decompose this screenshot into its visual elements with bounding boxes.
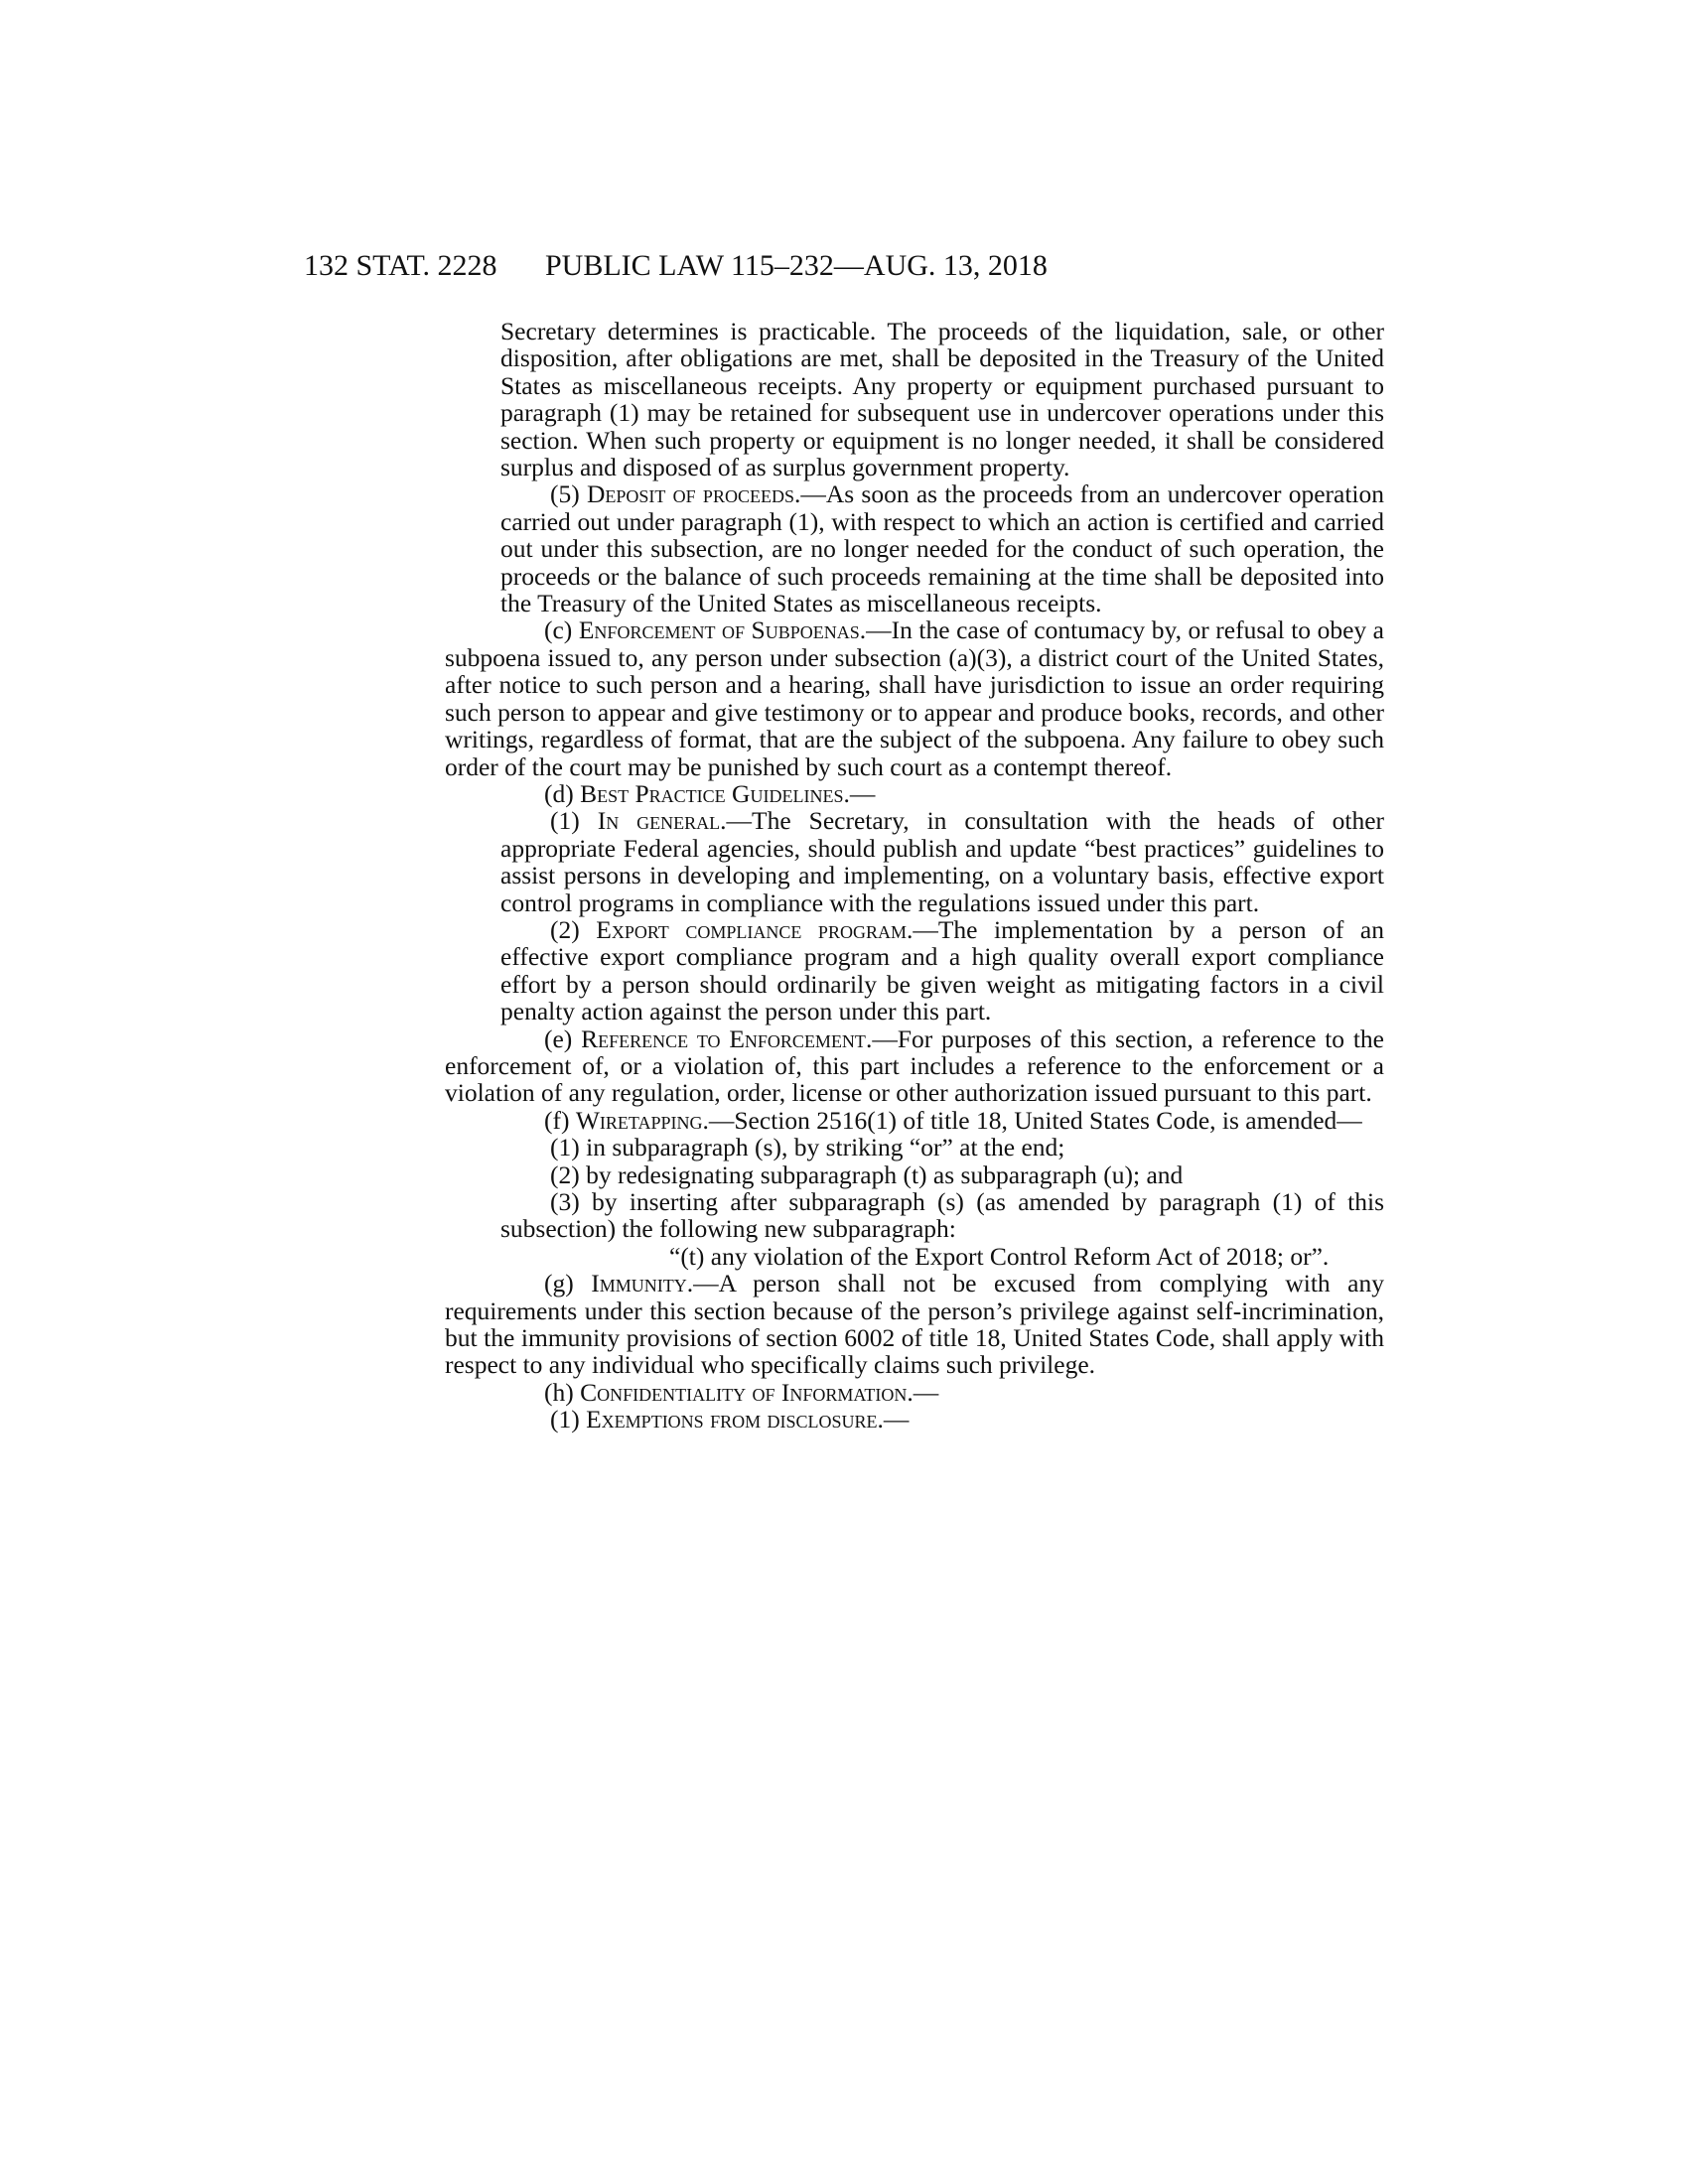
heading-export-compliance-program: Export compliance program bbox=[596, 914, 907, 944]
subsection-g: (g) Immunity.—A person shall not be excused from complying with any requirements under this section because of the person’s privilege against self-incrimination, but the immunity provisions of section 6002 of title 18, United States Code, shall apply with respect to any individual who specifically claims such privilege. bbox=[445, 1269, 1384, 1380]
heading-exemptions-from-disclosure: Exemptions from disclosure bbox=[586, 1405, 878, 1434]
paragraph-d1: (1) In general.—The Secretary, in consultation with the heads of other appropriate Federal agencies, should publish and update “best practices” guidelines to assist persons in developing and implementing, on a voluntary basis, effective export control programs in compliance with the regulations issued under this part. bbox=[500, 806, 1385, 917]
subsection-e: (e) Reference to Enforcement.—For purposes of this section, a reference to the enforcement of, or a violation of, this part includes a reference to the enforcement or a violation of any regulation, order, license or other authorization issued pursuant to this part. bbox=[445, 1024, 1384, 1108]
subsection-f: (f) Wiretapping.—Section 2516(1) of title 18, United States Code, is amended— bbox=[544, 1105, 1362, 1135]
paragraph-f1: (1) in subparagraph (s), by striking “or” at the end; bbox=[550, 1133, 1065, 1162]
heading-in-general: In general bbox=[597, 806, 721, 836]
heading-enforcement-of-subpoenas: Enforcement of Subpoenas bbox=[578, 615, 860, 645]
body-text bbox=[445, 317, 1385, 1434]
subsection-d: (d) Best Practice Guidelines.— bbox=[544, 778, 876, 808]
heading-reference-to-enforcement: Reference to Enforcement bbox=[581, 1024, 866, 1053]
paragraph-deposit-of-proceeds: (5) Deposit of proceeds.—As soon as the proceeds from an undercover operation carried out under paragraph (1), with respect to which an action is certified and carried out under this subsection, are no longer needed for the conduct of such operation, the proceeds or the balance of such proceeds remaining at the time shall be deposited into the Treasury of the United States as miscellaneous receipts. bbox=[500, 479, 1385, 618]
paragraph-f3: (3) by inserting after subparagraph (s) (as amended by paragraph (1) of this subsection) the following new subparagraph: bbox=[500, 1187, 1384, 1244]
heading-immunity: Immunity bbox=[591, 1269, 687, 1298]
heading-deposit-of-proceeds: Deposit of proceeds bbox=[587, 479, 794, 509]
paragraph-f2: (2) by redesignating subparagraph (t) as subparagraph (u); and bbox=[550, 1160, 1184, 1189]
stat-reference: 132 STAT. 2228 bbox=[304, 249, 497, 282]
heading-best-practice-guidelines: Best Practice Guidelines bbox=[580, 778, 844, 808]
subsection-h: (h) Confidentiality of Information.— bbox=[544, 1377, 939, 1407]
law-title: PUBLIC LAW 115–232—AUG. 13, 2018 bbox=[545, 249, 1048, 282]
heading-confidentiality-of-information: Confidentiality of Information bbox=[580, 1377, 908, 1407]
paragraph-d2: (2) Export compliance program.—The implementation by a person of an effective export compliance program and a high quality overall export compliance effort by a person should ordinarily be given weight as mitigating factors in a civil penalty action against the person under this part. bbox=[500, 914, 1385, 1026]
page-header bbox=[304, 246, 1384, 286]
paragraph-h1: (1) Exemptions from disclosure.— bbox=[550, 1405, 910, 1434]
subsection-c: (c) Enforcement of Subpoenas.—In the case of contumacy by, or refusal to obey a subpoena issued to, any person under subsection (a)(3), a district court of the United States, after notice to such person and a hearing, shall have jurisdiction to issue an order requiring such person to appear and give testimony or to appear and produce books, records, and other writings, regardless of format, that are the subject of the subpoena. Any failure to obey such order of the court may be punished by such court as a contempt thereof. bbox=[445, 615, 1385, 781]
paragraph-continuation: Secretary determines is practicable. The proceeds of the liquidation, sale, or other disposition, after obligations are met, shall be deposited in the Treasury of the United States as miscellaneous receipts. Any property or equipment purchased pursuant to paragraph (1) may be retained for subsequent use in undercover operations under this section. When such property or equipment is no longer needed, it shall be considered surplus and disposed of as surplus government property. bbox=[500, 317, 1384, 482]
quoted-amendment: “(t) any violation of the Export Control Reform Act of 2018; or”. bbox=[669, 1241, 1330, 1271]
heading-wiretapping: Wiretapping bbox=[575, 1105, 703, 1135]
